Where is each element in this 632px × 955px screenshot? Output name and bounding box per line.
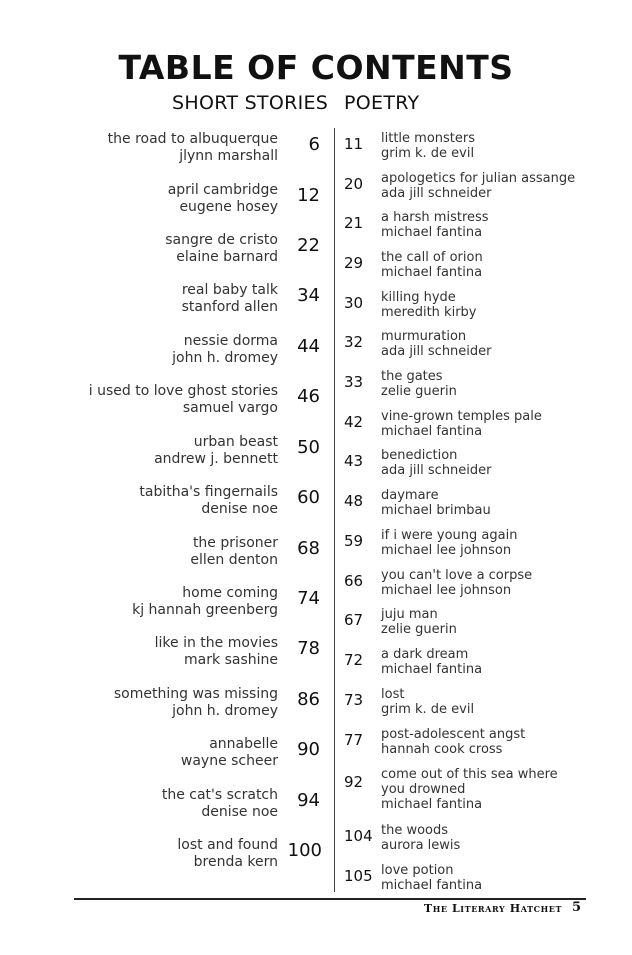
poem-title: a dark dream bbox=[381, 647, 469, 662]
poem-entry bbox=[344, 131, 614, 169]
poem-author: michael fantina bbox=[381, 878, 483, 893]
footer-page-number: 5 bbox=[572, 900, 582, 915]
poem-title: apologetics for julian assange bbox=[381, 171, 576, 186]
story-author: samuel vargo bbox=[182, 400, 278, 416]
story-title: nessie dorma bbox=[183, 333, 278, 349]
poem-title: the call of orion bbox=[381, 250, 483, 265]
story-title: tabitha's fingernails bbox=[139, 484, 278, 500]
story-page-number: 74 bbox=[297, 588, 320, 609]
poem-author: zelie guerin bbox=[381, 622, 457, 637]
story-entry bbox=[40, 282, 326, 326]
story-entry bbox=[40, 434, 326, 478]
story-page-number: 90 bbox=[297, 739, 320, 760]
story-entry bbox=[40, 131, 326, 175]
story-author: wayne scheer bbox=[180, 753, 278, 769]
story-author: kj hannah greenberg bbox=[132, 602, 278, 618]
poem-entry bbox=[344, 171, 614, 209]
poem-entry bbox=[344, 687, 614, 725]
poem-title: a harsh mistress bbox=[381, 210, 489, 225]
poem-entry bbox=[344, 329, 614, 367]
story-entry bbox=[40, 837, 326, 881]
poem-page-number: 77 bbox=[344, 731, 364, 749]
poem-title: lost bbox=[381, 687, 405, 702]
poem-entry bbox=[344, 607, 614, 645]
story-author: elaine barnard bbox=[176, 249, 278, 265]
poem-entry bbox=[344, 448, 614, 486]
poem-page-number: 32 bbox=[344, 333, 364, 351]
poem-page-number: 73 bbox=[344, 691, 364, 709]
story-page-number: 34 bbox=[297, 285, 320, 306]
poem-page-number: 43 bbox=[344, 452, 364, 470]
story-title: the cat's scratch bbox=[161, 787, 278, 803]
poem-author: ada jill schneider bbox=[381, 344, 492, 359]
story-page-number: 46 bbox=[297, 386, 320, 407]
story-entry bbox=[40, 736, 326, 780]
poem-page-number: 72 bbox=[344, 651, 364, 669]
poem-author: michael brimbau bbox=[381, 503, 491, 518]
story-author: stanford allen bbox=[181, 299, 278, 315]
story-page-number: 6 bbox=[308, 134, 320, 155]
page-title: TABLE OF CONTENTS bbox=[118, 48, 514, 87]
section-heading-short-stories: SHORT STORIES bbox=[172, 92, 329, 114]
poem-author: ada jill schneider bbox=[381, 186, 492, 201]
story-page-number: 50 bbox=[297, 437, 320, 458]
poem-entry bbox=[344, 647, 614, 685]
poem-entry bbox=[344, 767, 614, 815]
poem-entry bbox=[344, 250, 614, 288]
story-page-number: 44 bbox=[297, 336, 320, 357]
poem-title: murmuration bbox=[381, 329, 467, 344]
poem-title: the gates bbox=[381, 369, 443, 384]
story-author: brenda kern bbox=[193, 854, 278, 870]
story-page-number: 68 bbox=[297, 538, 320, 559]
poem-title: benediction bbox=[381, 448, 458, 463]
poem-page-number: 92 bbox=[344, 773, 364, 791]
poem-page-number: 48 bbox=[344, 492, 364, 510]
poem-entry bbox=[344, 488, 614, 526]
story-page-number: 94 bbox=[297, 790, 320, 811]
poem-page-number: 29 bbox=[344, 254, 364, 272]
poem-entry bbox=[344, 528, 614, 566]
poem-page-number: 20 bbox=[344, 175, 364, 193]
footer-publication-name: The Literary Hatchet bbox=[423, 902, 562, 915]
poem-entry bbox=[344, 409, 614, 447]
poem-page-number: 30 bbox=[344, 294, 364, 312]
story-entry bbox=[40, 232, 326, 276]
poem-page-number: 104 bbox=[344, 827, 373, 845]
story-title: home coming bbox=[182, 585, 278, 601]
poem-title-continued: you drowned bbox=[381, 782, 466, 797]
story-entry bbox=[40, 333, 326, 377]
section-heading-poetry: POETRY bbox=[344, 92, 420, 114]
poem-title: killing hyde bbox=[381, 290, 456, 305]
story-title: the road to albuquerque bbox=[107, 131, 278, 147]
poem-author: aurora lewis bbox=[381, 838, 461, 853]
story-page-number: 78 bbox=[297, 638, 320, 659]
poem-author: michael fantina bbox=[381, 662, 483, 677]
story-title: lost and found bbox=[177, 837, 278, 853]
poem-page-number: 42 bbox=[344, 413, 364, 431]
story-page-number: 86 bbox=[297, 689, 320, 710]
story-title: urban beast bbox=[193, 434, 278, 450]
poem-title: daymare bbox=[381, 488, 439, 503]
story-author: john h. dromey bbox=[172, 350, 278, 366]
story-page-number: 22 bbox=[297, 235, 320, 256]
poem-author: michael lee johnson bbox=[381, 583, 512, 598]
poem-entry bbox=[344, 369, 614, 407]
poem-title: post-adolescent angst bbox=[381, 727, 526, 742]
poem-page-number: 66 bbox=[344, 572, 364, 590]
poem-author: hannah cook cross bbox=[381, 742, 503, 757]
poem-author: michael lee johnson bbox=[381, 543, 512, 558]
poem-entry bbox=[344, 863, 614, 901]
poem-author: michael fantina bbox=[381, 225, 483, 240]
poem-entry bbox=[344, 210, 614, 248]
poem-title: if i were young again bbox=[381, 528, 518, 543]
story-author: ellen denton bbox=[190, 552, 278, 568]
poem-author: meredith kirby bbox=[381, 305, 477, 320]
poem-author: michael fantina bbox=[381, 265, 483, 280]
poem-entry bbox=[344, 823, 614, 861]
poem-title: little monsters bbox=[381, 131, 476, 146]
poem-entry bbox=[344, 727, 614, 765]
story-entry bbox=[40, 484, 326, 528]
poem-author: grim k. de evil bbox=[381, 146, 475, 161]
story-author: denise noe bbox=[201, 501, 278, 517]
story-entry bbox=[40, 535, 326, 579]
poem-author: michael fantina bbox=[381, 424, 483, 439]
story-author: mark sashine bbox=[184, 652, 278, 668]
poem-page-number: 105 bbox=[344, 867, 373, 885]
poem-author: zelie guerin bbox=[381, 384, 457, 399]
poem-title: come out of this sea where bbox=[381, 767, 558, 782]
story-title: annabelle bbox=[209, 736, 278, 752]
poem-title: the woods bbox=[381, 823, 449, 838]
story-page-number: 12 bbox=[297, 185, 320, 206]
poem-title: vine-grown temples pale bbox=[381, 409, 542, 424]
poem-title: juju man bbox=[381, 607, 438, 622]
poem-page-number: 21 bbox=[344, 214, 364, 232]
poem-entry bbox=[344, 568, 614, 606]
story-entry bbox=[40, 182, 326, 226]
story-entry bbox=[40, 383, 326, 427]
story-title: i used to love ghost stories bbox=[88, 383, 278, 399]
column-divider bbox=[334, 128, 335, 892]
story-author: andrew j. bennett bbox=[154, 451, 278, 467]
story-entry bbox=[40, 585, 326, 629]
story-page-number: 60 bbox=[297, 487, 320, 508]
story-page-number: 100 bbox=[287, 840, 322, 861]
story-entry bbox=[40, 635, 326, 679]
poem-title: love potion bbox=[381, 863, 454, 878]
story-title: the prisoner bbox=[192, 535, 278, 551]
footer-rule bbox=[74, 898, 586, 900]
story-entry bbox=[40, 686, 326, 730]
story-entry bbox=[40, 787, 326, 831]
poem-page-number: 11 bbox=[344, 135, 364, 153]
story-author: eugene hosey bbox=[179, 199, 278, 215]
poem-title: you can't love a corpse bbox=[381, 568, 533, 583]
poem-entry bbox=[344, 290, 614, 328]
poem-page-number: 33 bbox=[344, 373, 364, 391]
story-author: denise noe bbox=[201, 804, 278, 820]
story-author: john h. dromey bbox=[172, 703, 278, 719]
poem-author: michael fantina bbox=[381, 797, 483, 812]
poem-author: grim k. de evil bbox=[381, 702, 475, 717]
story-title: sangre de cristo bbox=[165, 232, 278, 248]
story-title: something was missing bbox=[113, 686, 278, 702]
story-title: like in the movies bbox=[154, 635, 278, 651]
story-author: jlynn marshall bbox=[179, 148, 278, 164]
story-title: april cambridge bbox=[167, 182, 278, 198]
story-title: real baby talk bbox=[181, 282, 278, 298]
poem-author: ada jill schneider bbox=[381, 463, 492, 478]
poem-page-number: 59 bbox=[344, 532, 364, 550]
poem-page-number: 67 bbox=[344, 611, 364, 629]
